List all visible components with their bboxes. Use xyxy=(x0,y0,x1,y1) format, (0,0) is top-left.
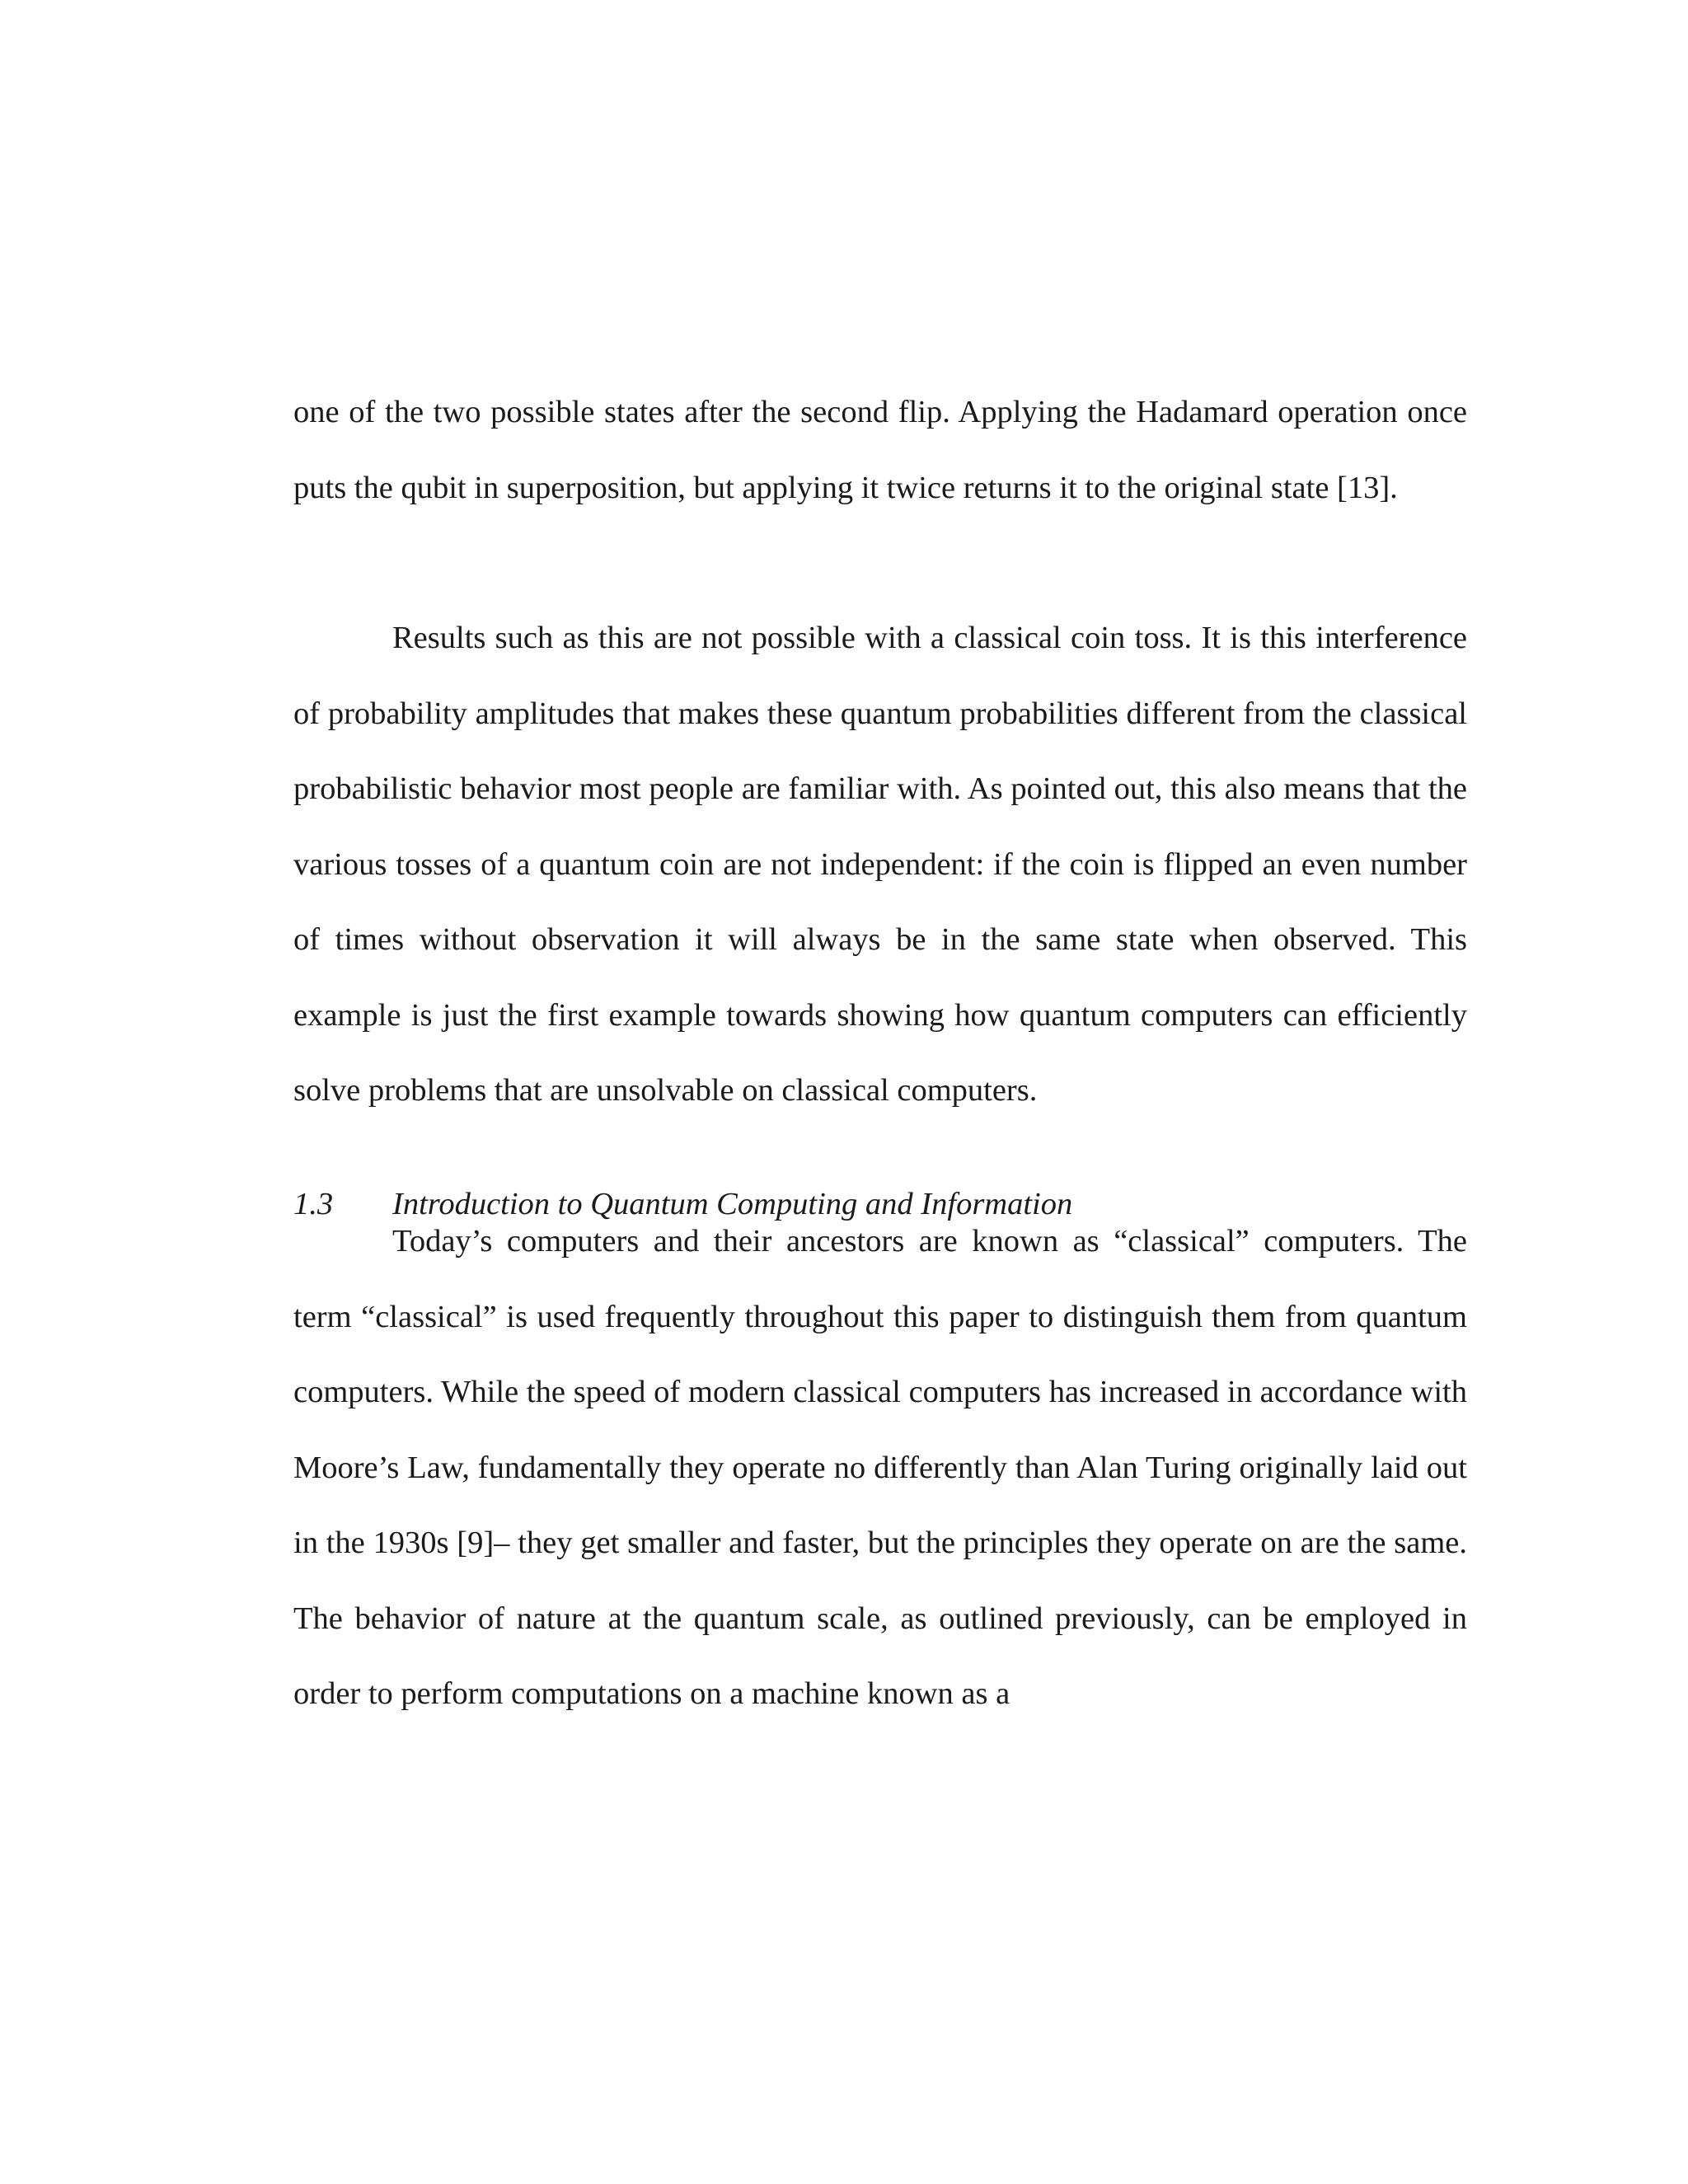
paragraph-block-coin-toss xyxy=(293,601,1467,1129)
paragraph-coin-toss: Results such as this are not possible with a classical coin toss. It is this interference of probability amplitudes that makes these quantum probabilities different from the classical probabilistic behavior most people are familiar with. As pointed out, this also means that the various tosses of a quantum coin are not independent: if the coin is flipped an even number of times without observation it will always be in the same state when observed. This example is just the first example towards showing how quantum computers can efficiently solve problems that are unsolvable on classical computers. xyxy=(293,621,1467,1108)
paragraph-block-continuation xyxy=(293,375,1467,526)
paragraph-block-classical-computers xyxy=(293,1204,1467,1732)
section-title: Introduction to Quantum Computing and Information xyxy=(392,1187,1073,1221)
paragraph-classical-computers: Today’s computers and their ancestors are known as “classical” computers. The term “classical” is used frequently throughout this paper to distinguish them from quantum computers. While the speed of modern classical computers has increased in accordance with Moore’s Law, fundamentally they operate no differently than Alan Turing originally laid out in the 1930s [9]– they get smaller and faster, but the principles they operate on are the same. The behavior of nature at the quantum scale, as outlined previously, can be employed in order to perform computations on a machine known as a xyxy=(293,1224,1467,1711)
section-number: 1.3 xyxy=(293,1187,334,1221)
paragraph-continuation: one of the two possible states after the second flip. Applying the Hadamard operation once puts the qubit in superposition, but applying it twice returns it to the original state [13]. xyxy=(293,395,1467,505)
